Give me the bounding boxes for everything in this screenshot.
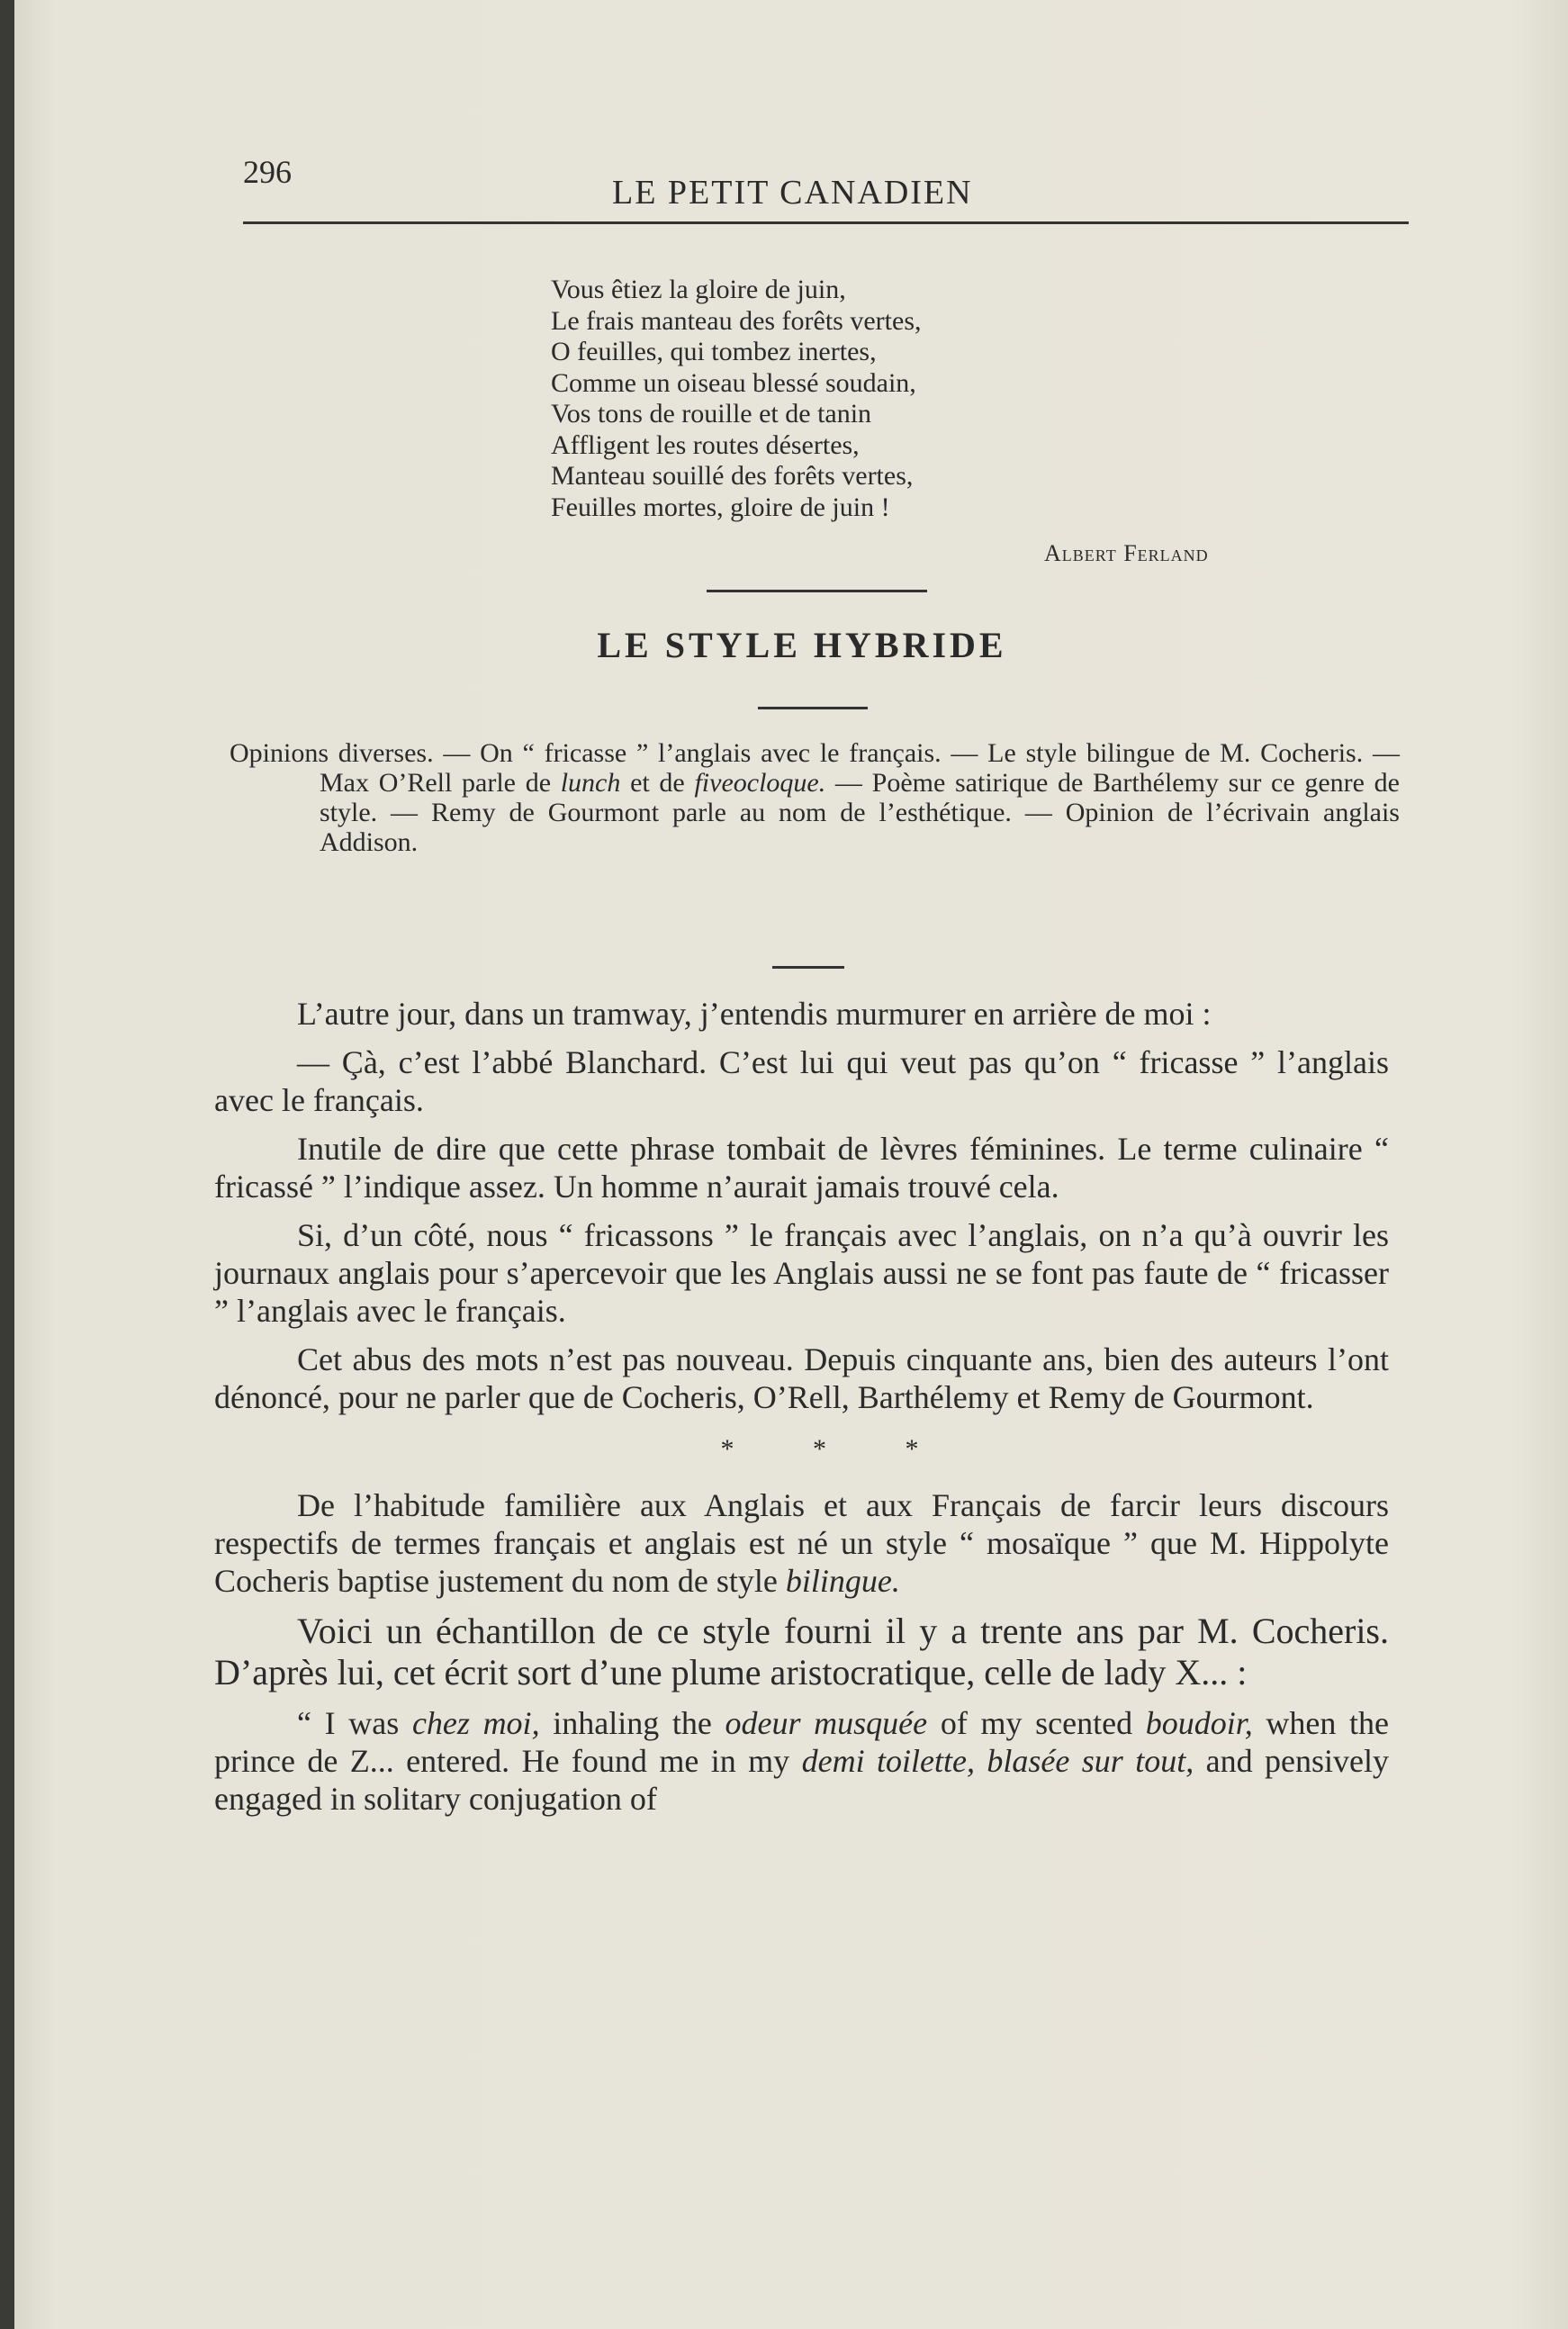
article-body: [214, 995, 1389, 1828]
title-underline: [758, 707, 868, 709]
poem-line: Vous êtiez la gloire de juin,: [551, 275, 846, 304]
page-header: [243, 153, 1413, 234]
paragraph: L’autre jour, dans un tramway, j’entendis murmurer en arrière de moi :: [297, 996, 1212, 1032]
quote-text: and pensively engaged in solitary conjugation of: [214, 1743, 1390, 1817]
poem-line: Manteau souillé des forêts vertes,: [551, 461, 914, 491]
header-rule: [243, 221, 1409, 224]
quote-italic: odeur musquée: [725, 1705, 928, 1741]
paragraph-text: De l’habitude familière aux Anglais et aux Français de farcir leurs discours respectifs de termes français et anglais est né un style “ mosaïque ” que M. Hippolyte Cocheris baptise justement du nom de style: [214, 1487, 1389, 1599]
quote-italic: chez moi,: [411, 1705, 540, 1741]
paragraph: Cet abus des mots n’est pas nouveau. Depuis cinquante ans, bien des auteurs l’ont dénoncé, pour ne parler que de Cocheris, O’Rell, Barthélemy et Remy de Gourmont.: [214, 1341, 1389, 1415]
poem-line: Vos tons de rouille et de tanin: [551, 399, 872, 429]
quotation: [214, 1704, 1389, 1818]
poem-line: Affligent les routes désertes,: [551, 429, 860, 460]
quote-text: inhaling the: [539, 1705, 725, 1741]
poem-line: Feuilles mortes, gloire de juin !: [551, 492, 890, 522]
summary-italic: fiveocloque.: [694, 768, 826, 798]
paragraph-italic: bilingue.: [785, 1563, 900, 1599]
poem-line: O feuilles, qui tombez inertes,: [551, 337, 877, 366]
paragraph: Inutile de dire que cette phrase tombait de lèvres féminines. Le terme culinaire “ fricassé ” l’indique assez. Un homme n’aurait jamais trouvé cela.: [214, 1131, 1389, 1205]
summary-divider: [772, 966, 844, 969]
poem-line: Comme un oiseau blessé soudain,: [551, 367, 916, 398]
article-title: LE STYLE HYBRIDE: [597, 625, 1007, 665]
quote-italic: boudoir,: [1145, 1705, 1253, 1741]
paragraph: Si, d’un côté, nous “ fricassons ” le français avec l’anglais, on n’a qu’à ouvrir les journaux anglais pour s’apercevoir que les Anglais aussi ne se font pas faute de “ fricasser ” l’anglais avec le français.: [214, 1217, 1389, 1329]
section-divider: [707, 590, 927, 592]
article-summary: [230, 738, 1400, 857]
section-break: * * *: [720, 1434, 955, 1464]
paragraph: Voici un échantillon de ce style fourni il y a trente ans par M. Cocheris. D’après lui, cet écrit sort d’une plume aristocratique, celle de lady X... :: [214, 1611, 1389, 1693]
summary-part: et de: [620, 768, 695, 798]
page-number: 296: [243, 154, 292, 190]
paragraph: — Çà, c’est l’abbé Blanchard. C’est lui qui veut pas qu’on “ fricasse ” l’anglais avec le français.: [214, 1044, 1389, 1118]
summary-part: — Poème satirique de Barthélemy sur ce genre de style. — Remy de Gourmont parle au nom de l’esthétique. — Opinion de l’écrivain anglais Addison.: [320, 768, 1400, 857]
summary-italic: lunch: [560, 768, 621, 798]
poem: [551, 275, 1127, 523]
quote-text: when the prince de Z... entered. He found me in my: [214, 1705, 1390, 1779]
poem-line: Le frais manteau des forêts vertes,: [551, 305, 922, 336]
poem-author: Albert Ferland: [1044, 540, 1209, 566]
quote-text: “ I was: [297, 1705, 412, 1741]
quote-text: of my scented: [927, 1705, 1146, 1741]
paragraph: [214, 1486, 1389, 1600]
summary-text: [230, 738, 1400, 857]
summary-part: Opinions diverses. — On “ fricasse ” l’anglais avec le français. — Le style bilingue de M. Cocheris. — Max O’Rell parle de: [230, 738, 1400, 798]
running-head: LE PETIT CANADIEN: [612, 174, 973, 212]
quote-italic: demi toilette, blasée sur tout,: [801, 1743, 1194, 1779]
